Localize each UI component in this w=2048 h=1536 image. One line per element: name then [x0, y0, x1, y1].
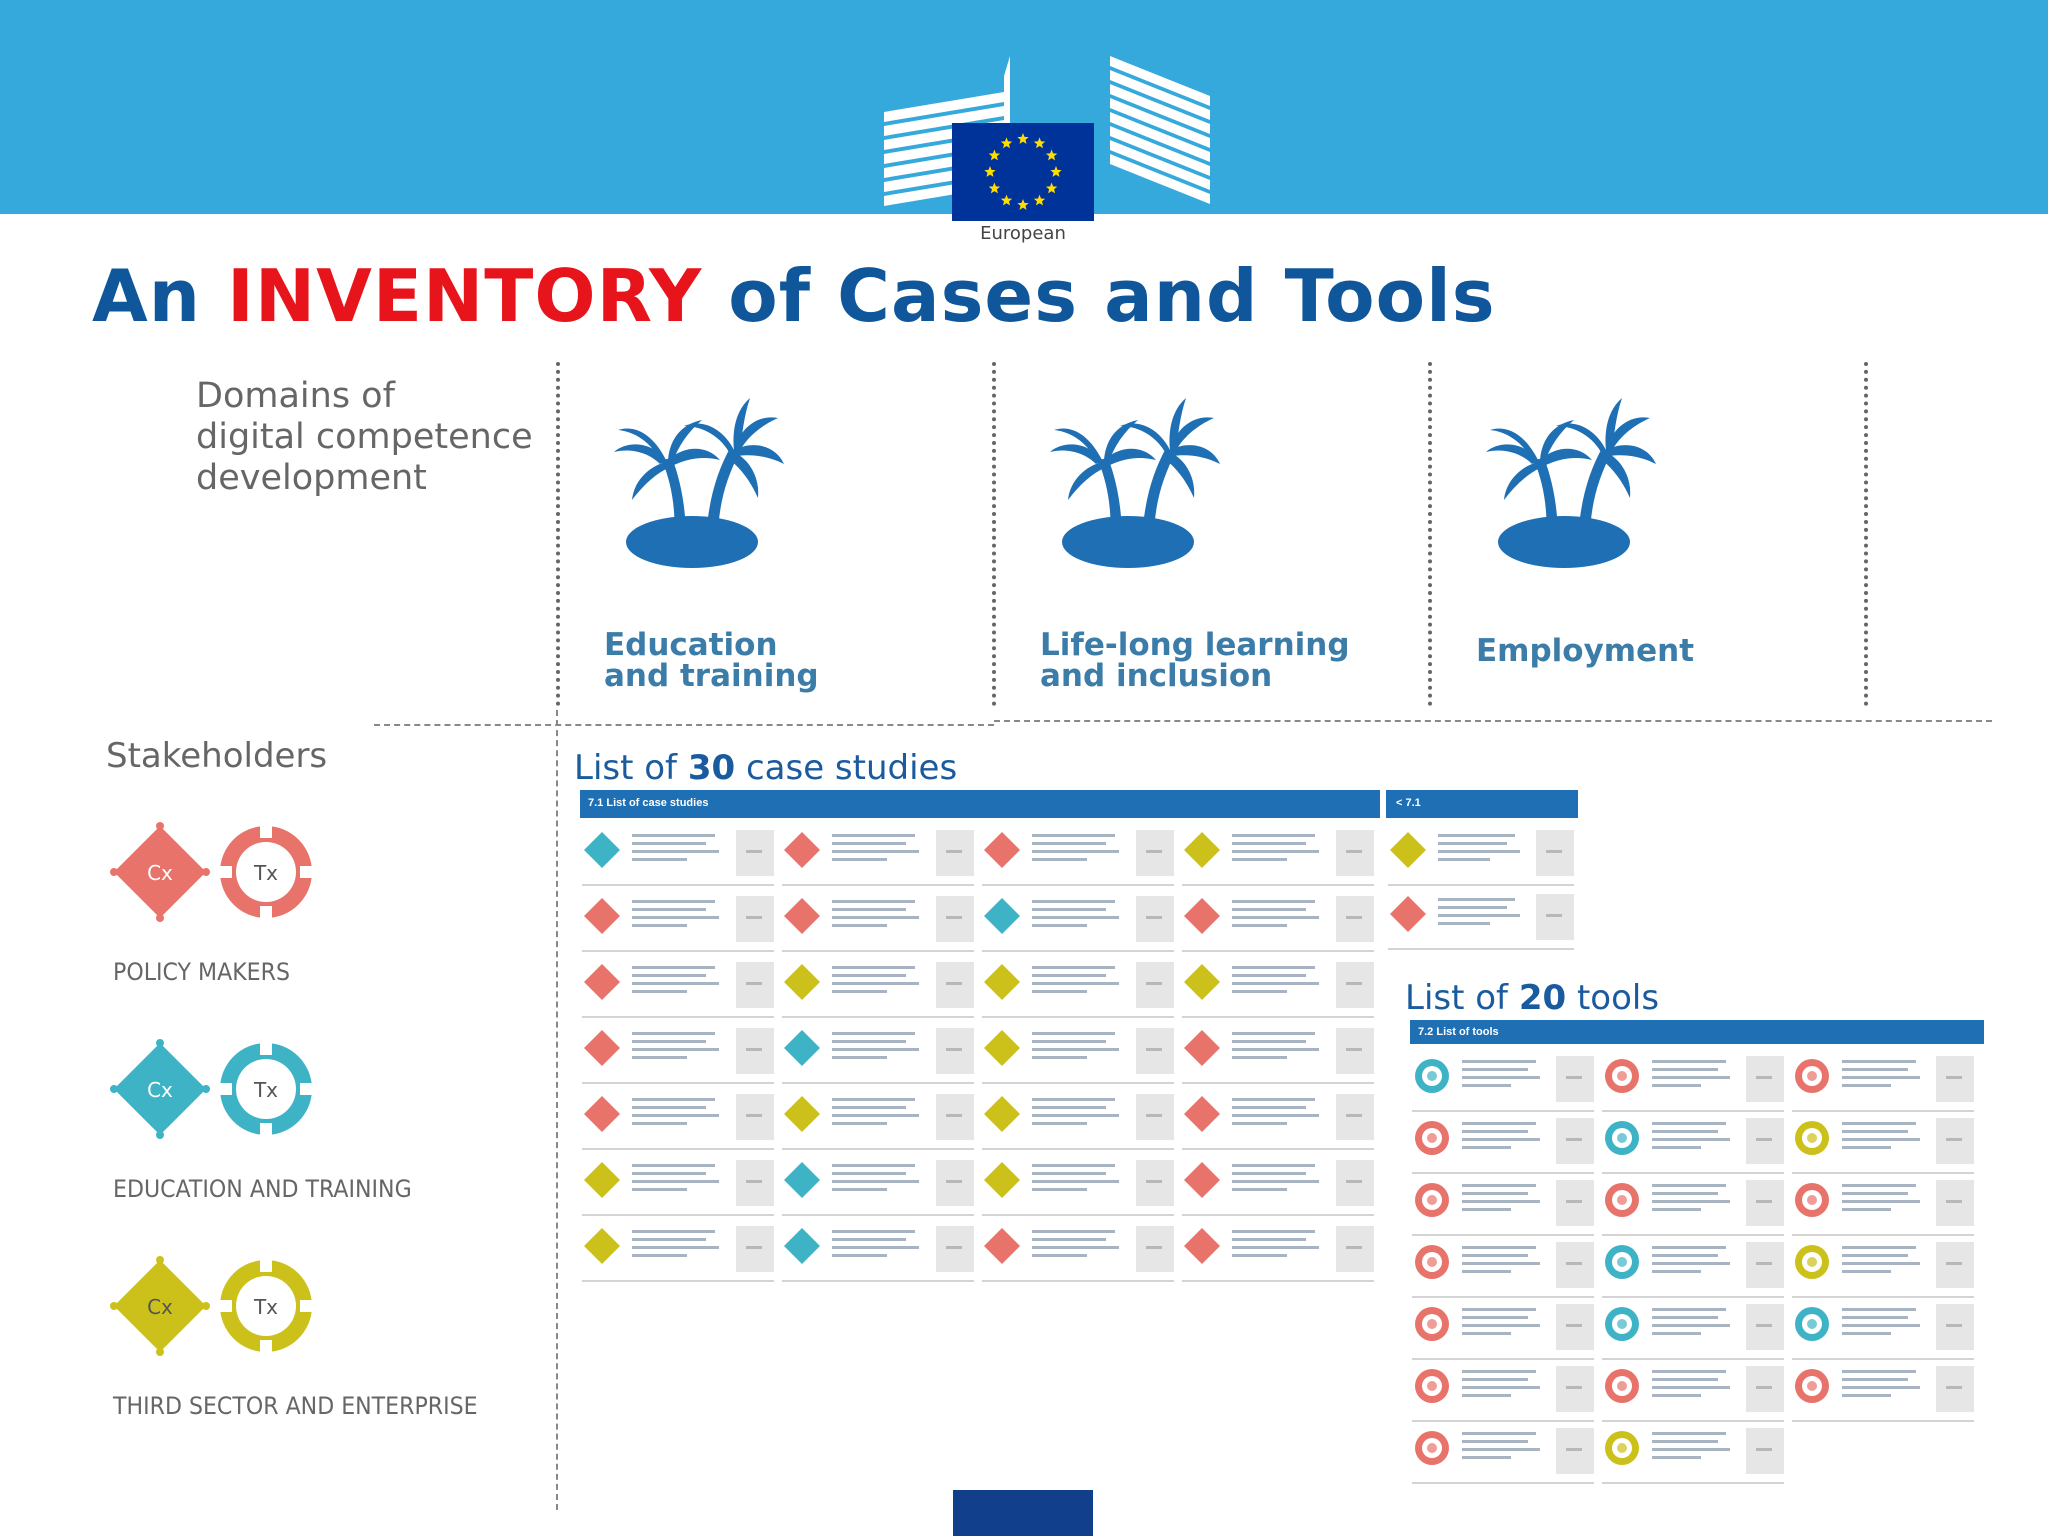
entry-page-ref — [1936, 1242, 1974, 1288]
entry-page-ref — [736, 1028, 774, 1074]
domains-label-line3: development — [196, 458, 427, 498]
flag-star — [1034, 195, 1045, 206]
entry-page-ref — [1746, 1118, 1784, 1164]
stakeholder-icons — [110, 1037, 330, 1167]
entry-text-lines — [1652, 1370, 1734, 1412]
entry-text-lines — [1032, 1164, 1124, 1206]
palm-island-icon — [604, 390, 784, 570]
entry-text-lines — [632, 900, 724, 942]
tool-entry — [1412, 1174, 1594, 1236]
domain-divider — [556, 362, 560, 706]
entry-text-lines — [1652, 1184, 1734, 1226]
palm-island-icon — [1040, 390, 1220, 570]
entry-text-lines — [1842, 1060, 1924, 1102]
entry-page-ref — [1936, 1304, 1974, 1350]
tool-entry — [1792, 1112, 1974, 1174]
stakeholder-policy-makers — [110, 820, 510, 986]
tool-lifebuoy-icon — [1792, 1242, 1832, 1282]
tool-entry — [1412, 1298, 1594, 1360]
stakeholder-name: POLICY MAKERS — [113, 958, 290, 986]
case-entry — [582, 1088, 774, 1150]
tool-entry — [1412, 1112, 1594, 1174]
tools-panel — [1410, 1020, 1984, 1500]
case-entry — [582, 824, 774, 886]
entry-text-lines — [632, 1098, 724, 1140]
entry-text-lines — [832, 966, 924, 1008]
entry-text-lines — [1232, 1230, 1324, 1272]
entry-text-lines — [1462, 1060, 1544, 1102]
case-entry — [982, 1154, 1174, 1216]
case-diamond-icon — [582, 1226, 622, 1266]
case-heading-pre: List of — [574, 748, 688, 788]
tool-lifebuoy-icon — [1602, 1366, 1642, 1406]
case-diamond-icon — [782, 1226, 822, 1266]
stakeholder-third-sector — [110, 1254, 510, 1420]
case-diamond-icon — [1182, 830, 1222, 870]
entry-page-ref — [1746, 1056, 1784, 1102]
entry-text-lines — [1232, 900, 1324, 942]
entry-page-ref — [736, 896, 774, 942]
tool-lifebuoy-icon — [1602, 1242, 1642, 1282]
flag-star — [1001, 137, 1012, 148]
case-diamond-icon — [1182, 1226, 1222, 1266]
tool-lifebuoy-icon — [1792, 1180, 1832, 1220]
case-diamond-icon — [1388, 894, 1428, 934]
case-diamond-icon — [782, 1160, 822, 1200]
entry-text-lines — [1842, 1246, 1924, 1288]
entry-page-ref — [1936, 1118, 1974, 1164]
entry-text-lines — [1652, 1246, 1734, 1288]
entry-page-ref — [736, 962, 774, 1008]
flag-star — [989, 183, 1000, 194]
case-diamond-icon — [110, 1256, 210, 1356]
entry-page-ref — [1936, 1366, 1974, 1412]
tool-entry — [1792, 1236, 1974, 1298]
entry-text-lines — [632, 1230, 724, 1272]
entry-text-lines — [1652, 1432, 1734, 1474]
entry-text-lines — [1842, 1184, 1924, 1226]
case-studies-bar-continued — [1386, 790, 1578, 818]
entry-text-lines — [832, 834, 924, 876]
case-code: Cx — [147, 1295, 173, 1319]
case-entry — [982, 1088, 1174, 1150]
stakeholders-label: Stakeholders — [106, 736, 328, 776]
entry-text-lines — [832, 1032, 924, 1074]
entry-page-ref — [1746, 1366, 1784, 1412]
case-diamond-icon — [982, 830, 1022, 870]
tool-code: Tx — [253, 1078, 279, 1102]
case-entry — [1182, 1022, 1374, 1084]
entry-page-ref — [1746, 1304, 1784, 1350]
entry-page-ref — [736, 1094, 774, 1140]
case-entry — [1182, 1088, 1374, 1150]
eu-flag-icon — [952, 123, 1094, 221]
case-entry — [982, 890, 1174, 952]
case-diamond-icon — [982, 962, 1022, 1002]
case-studies-bar-title: 7.1 List of case studies — [588, 797, 709, 809]
tool-entry — [1412, 1236, 1594, 1298]
title-accent: INVENTORY — [227, 254, 703, 338]
european-commission-logo — [884, 56, 1210, 246]
entry-text-lines — [1842, 1122, 1924, 1164]
case-entry — [1388, 888, 1574, 950]
entry-text-lines — [1232, 834, 1324, 876]
entry-page-ref — [1136, 830, 1174, 876]
tool-lifebuoy-icon — [218, 1041, 314, 1137]
case-diamond-icon — [582, 830, 622, 870]
entry-text-lines — [1032, 1032, 1124, 1074]
tool-entry — [1792, 1360, 1974, 1422]
flag-star — [1046, 183, 1057, 194]
domain-divider — [1428, 362, 1432, 706]
tool-lifebuoy-icon — [1792, 1366, 1832, 1406]
case-diamond-icon — [782, 1094, 822, 1134]
entry-page-ref — [936, 830, 974, 876]
entry-text-lines — [832, 1098, 924, 1140]
case-diamond-icon — [1182, 896, 1222, 936]
case-entry — [782, 890, 974, 952]
entry-page-ref — [1336, 1160, 1374, 1206]
entry-page-ref — [936, 1160, 974, 1206]
entry-page-ref — [1336, 962, 1374, 1008]
domain-divider — [1864, 362, 1868, 706]
entry-page-ref — [1556, 1180, 1594, 1226]
entry-page-ref — [1136, 1226, 1174, 1272]
tool-lifebuoy-icon — [1412, 1242, 1452, 1282]
tools-bar — [1410, 1020, 1984, 1044]
case-studies-bar — [580, 790, 1380, 818]
tool-entry — [1602, 1422, 1784, 1484]
entry-text-lines — [1462, 1184, 1544, 1226]
entry-page-ref — [1556, 1428, 1594, 1474]
entry-page-ref — [1136, 1094, 1174, 1140]
domain-divider — [992, 362, 996, 706]
case-diamond-icon — [982, 1094, 1022, 1134]
domain-name-line1: Education — [604, 627, 778, 663]
tool-lifebuoy-icon — [1792, 1304, 1832, 1344]
case-code: Cx — [147, 861, 173, 885]
case-diamond-icon — [110, 1039, 210, 1139]
entry-text-lines — [632, 1032, 724, 1074]
entry-text-lines — [1232, 1098, 1324, 1140]
flag-star — [1034, 137, 1045, 148]
flag-star — [1017, 133, 1028, 144]
case-diamond-icon — [582, 1094, 622, 1134]
entry-text-lines — [1032, 1230, 1124, 1272]
domain-name-line1: Life-long learning — [1040, 627, 1350, 663]
case-diamond-icon — [1182, 1094, 1222, 1134]
entry-text-lines — [1232, 966, 1324, 1008]
tool-lifebuoy-icon — [1602, 1180, 1642, 1220]
title-part1: An — [92, 254, 228, 338]
entry-text-lines — [1438, 898, 1524, 940]
tool-entry — [1412, 1050, 1594, 1112]
case-diamond-icon — [782, 830, 822, 870]
entry-page-ref — [1336, 896, 1374, 942]
entry-text-lines — [832, 1230, 924, 1272]
horizontal-divider — [994, 720, 1992, 722]
case-entry — [582, 1022, 774, 1084]
stakeholder-education-training — [110, 1037, 510, 1203]
case-entry — [582, 956, 774, 1018]
entry-page-ref — [936, 962, 974, 1008]
logo-caption: European — [980, 223, 1066, 244]
domain-name-line2: and inclusion — [1040, 658, 1273, 694]
entry-page-ref — [1336, 1226, 1374, 1272]
entry-page-ref — [936, 1028, 974, 1074]
domain-education — [604, 390, 984, 710]
tool-code: Tx — [253, 1295, 279, 1319]
case-entry — [782, 956, 974, 1018]
case-diamond-icon — [582, 896, 622, 936]
case-entry — [1182, 1154, 1374, 1216]
case-entry — [582, 1154, 774, 1216]
case-entry — [1182, 956, 1374, 1018]
stakeholder-name: EDUCATION AND TRAINING — [113, 1175, 412, 1203]
domain-name — [1476, 633, 1695, 669]
domain-employment — [1476, 390, 1856, 710]
case-studies-bar2-title: < 7.1 — [1396, 797, 1421, 809]
tool-lifebuoy-icon — [1792, 1056, 1832, 1096]
tool-entry — [1412, 1422, 1594, 1484]
tool-lifebuoy-icon — [1602, 1118, 1642, 1158]
entry-page-ref — [736, 1160, 774, 1206]
entry-text-lines — [1032, 966, 1124, 1008]
tool-lifebuoy-icon — [218, 824, 314, 920]
case-studies-heading — [574, 748, 957, 788]
entry-page-ref — [1746, 1428, 1784, 1474]
tool-lifebuoy-icon — [1412, 1428, 1452, 1468]
entry-page-ref — [1336, 830, 1374, 876]
case-diamond-icon — [1388, 830, 1428, 870]
case-diamond-icon — [782, 896, 822, 936]
domain-name — [604, 627, 819, 694]
entry-text-lines — [1032, 1098, 1124, 1140]
tool-entry — [1602, 1298, 1784, 1360]
flag-star — [1017, 199, 1028, 210]
tool-entry — [1792, 1050, 1974, 1112]
title-part2: of Cases and Tools — [702, 254, 1496, 338]
stakeholder-icons — [110, 1254, 330, 1384]
case-code: Cx — [147, 1078, 173, 1102]
tool-entry — [1412, 1360, 1594, 1422]
entry-text-lines — [1462, 1370, 1544, 1412]
tool-lifebuoy-icon — [1602, 1056, 1642, 1096]
case-entry — [782, 1154, 974, 1216]
entry-page-ref — [1746, 1180, 1784, 1226]
flag-star — [1050, 166, 1061, 177]
case-diamond-icon — [110, 822, 210, 922]
tool-lifebuoy-icon — [1602, 1428, 1642, 1468]
tool-entry — [1602, 1050, 1784, 1112]
tools-bar-title: 7.2 List of tools — [1418, 1026, 1499, 1038]
tool-lifebuoy-icon — [1412, 1304, 1452, 1344]
case-entry — [1182, 1220, 1374, 1282]
tool-lifebuoy-icon — [1412, 1180, 1452, 1220]
tool-lifebuoy-icon — [1412, 1366, 1452, 1406]
entry-page-ref — [1556, 1118, 1594, 1164]
entry-page-ref — [736, 1226, 774, 1272]
entry-text-lines — [1232, 1164, 1324, 1206]
entry-text-lines — [832, 900, 924, 942]
case-entry — [982, 1220, 1174, 1282]
vertical-divider — [556, 710, 558, 1510]
tools-heading-pre: List of — [1405, 978, 1519, 1018]
tools-heading-post: tools — [1566, 978, 1660, 1018]
tool-entry — [1602, 1174, 1784, 1236]
tool-entry — [1602, 1236, 1784, 1298]
domain-name-line2: and training — [604, 658, 819, 694]
case-diamond-icon — [782, 1028, 822, 1068]
entry-text-lines — [632, 834, 724, 876]
bottom-flag-tab — [953, 1490, 1093, 1536]
case-entry — [582, 1220, 774, 1282]
case-entry — [1388, 824, 1574, 886]
case-entry — [982, 824, 1174, 886]
entry-page-ref — [736, 830, 774, 876]
domains-label-line1: Domains of — [196, 376, 395, 416]
tools-heading — [1405, 978, 1659, 1018]
entry-text-lines — [1438, 834, 1524, 876]
domain-name — [1040, 627, 1350, 694]
flag-star — [984, 166, 995, 177]
entry-page-ref — [1556, 1056, 1594, 1102]
case-entry — [582, 890, 774, 952]
tool-entry — [1792, 1174, 1974, 1236]
entry-page-ref — [1936, 1180, 1974, 1226]
entry-page-ref — [1136, 896, 1174, 942]
palm-island-icon — [1476, 390, 1656, 570]
case-entry — [782, 1220, 974, 1282]
entry-page-ref — [1136, 1160, 1174, 1206]
case-diamond-icon — [982, 1226, 1022, 1266]
entry-text-lines — [1462, 1432, 1544, 1474]
entry-page-ref — [936, 896, 974, 942]
entry-text-lines — [1032, 834, 1124, 876]
case-diamond-icon — [582, 962, 622, 1002]
tool-entry — [1602, 1112, 1784, 1174]
entry-text-lines — [1462, 1246, 1544, 1288]
entry-text-lines — [1652, 1308, 1734, 1350]
case-diamond-icon — [1182, 1160, 1222, 1200]
entry-page-ref — [1136, 1028, 1174, 1074]
entry-page-ref — [1536, 894, 1574, 940]
entry-page-ref — [1556, 1304, 1594, 1350]
entry-text-lines — [1462, 1308, 1544, 1350]
entry-page-ref — [1936, 1056, 1974, 1102]
entry-page-ref — [1536, 830, 1574, 876]
case-entry — [982, 956, 1174, 1018]
entry-page-ref — [1746, 1242, 1784, 1288]
tool-lifebuoy-icon — [1792, 1118, 1832, 1158]
entry-page-ref — [1556, 1366, 1594, 1412]
domain-name-line1: Employment — [1476, 633, 1695, 669]
tool-entry — [1792, 1298, 1974, 1360]
tool-lifebuoy-icon — [1412, 1118, 1452, 1158]
stakeholder-name: THIRD SECTOR AND ENTERPRISE — [113, 1392, 478, 1420]
case-entry — [782, 1022, 974, 1084]
case-heading-count: 30 — [687, 748, 736, 788]
entry-text-lines — [1652, 1060, 1734, 1102]
entry-page-ref — [936, 1226, 974, 1272]
tool-lifebuoy-icon — [1602, 1304, 1642, 1344]
case-entry — [782, 1088, 974, 1150]
case-heading-post: case studies — [735, 748, 958, 788]
tool-lifebuoy-icon — [1412, 1056, 1452, 1096]
case-diamond-icon — [582, 1160, 622, 1200]
entry-text-lines — [1652, 1122, 1734, 1164]
case-diamond-icon — [582, 1028, 622, 1068]
stakeholder-icons — [110, 820, 330, 950]
entry-text-lines — [632, 1164, 724, 1206]
entry-text-lines — [1462, 1122, 1544, 1164]
flag-star — [989, 150, 1000, 161]
domain-lifelong-learning — [1040, 390, 1420, 710]
case-entry — [1182, 890, 1374, 952]
flag-star — [1046, 150, 1057, 161]
case-diamond-icon — [1182, 962, 1222, 1002]
case-entry — [782, 824, 974, 886]
case-entry — [1182, 824, 1374, 886]
case-diamond-icon — [982, 1028, 1022, 1068]
case-diamond-icon — [1182, 1028, 1222, 1068]
flag-star — [1001, 195, 1012, 206]
tool-lifebuoy-icon — [218, 1258, 314, 1354]
case-entry — [982, 1022, 1174, 1084]
case-diamond-icon — [782, 962, 822, 1002]
case-studies-panel-continued — [1386, 790, 1578, 960]
entry-page-ref — [1336, 1028, 1374, 1074]
tools-heading-count: 20 — [1518, 978, 1567, 1018]
case-studies-panel — [580, 790, 1380, 1290]
entry-page-ref — [936, 1094, 974, 1140]
entry-text-lines — [832, 1164, 924, 1206]
entry-text-lines — [1842, 1370, 1924, 1412]
entry-page-ref — [1336, 1094, 1374, 1140]
horizontal-divider — [374, 724, 994, 726]
tool-entry — [1602, 1360, 1784, 1422]
case-diamond-icon — [982, 1160, 1022, 1200]
entry-text-lines — [632, 966, 724, 1008]
tool-code: Tx — [253, 861, 279, 885]
entry-page-ref — [1136, 962, 1174, 1008]
entry-text-lines — [1232, 1032, 1324, 1074]
page-title — [92, 254, 1496, 338]
domains-label-line2: digital competence — [196, 417, 533, 457]
entry-page-ref — [1556, 1242, 1594, 1288]
entry-text-lines — [1032, 900, 1124, 942]
entry-text-lines — [1842, 1308, 1924, 1350]
case-diamond-icon — [982, 896, 1022, 936]
domains-label — [196, 376, 556, 499]
